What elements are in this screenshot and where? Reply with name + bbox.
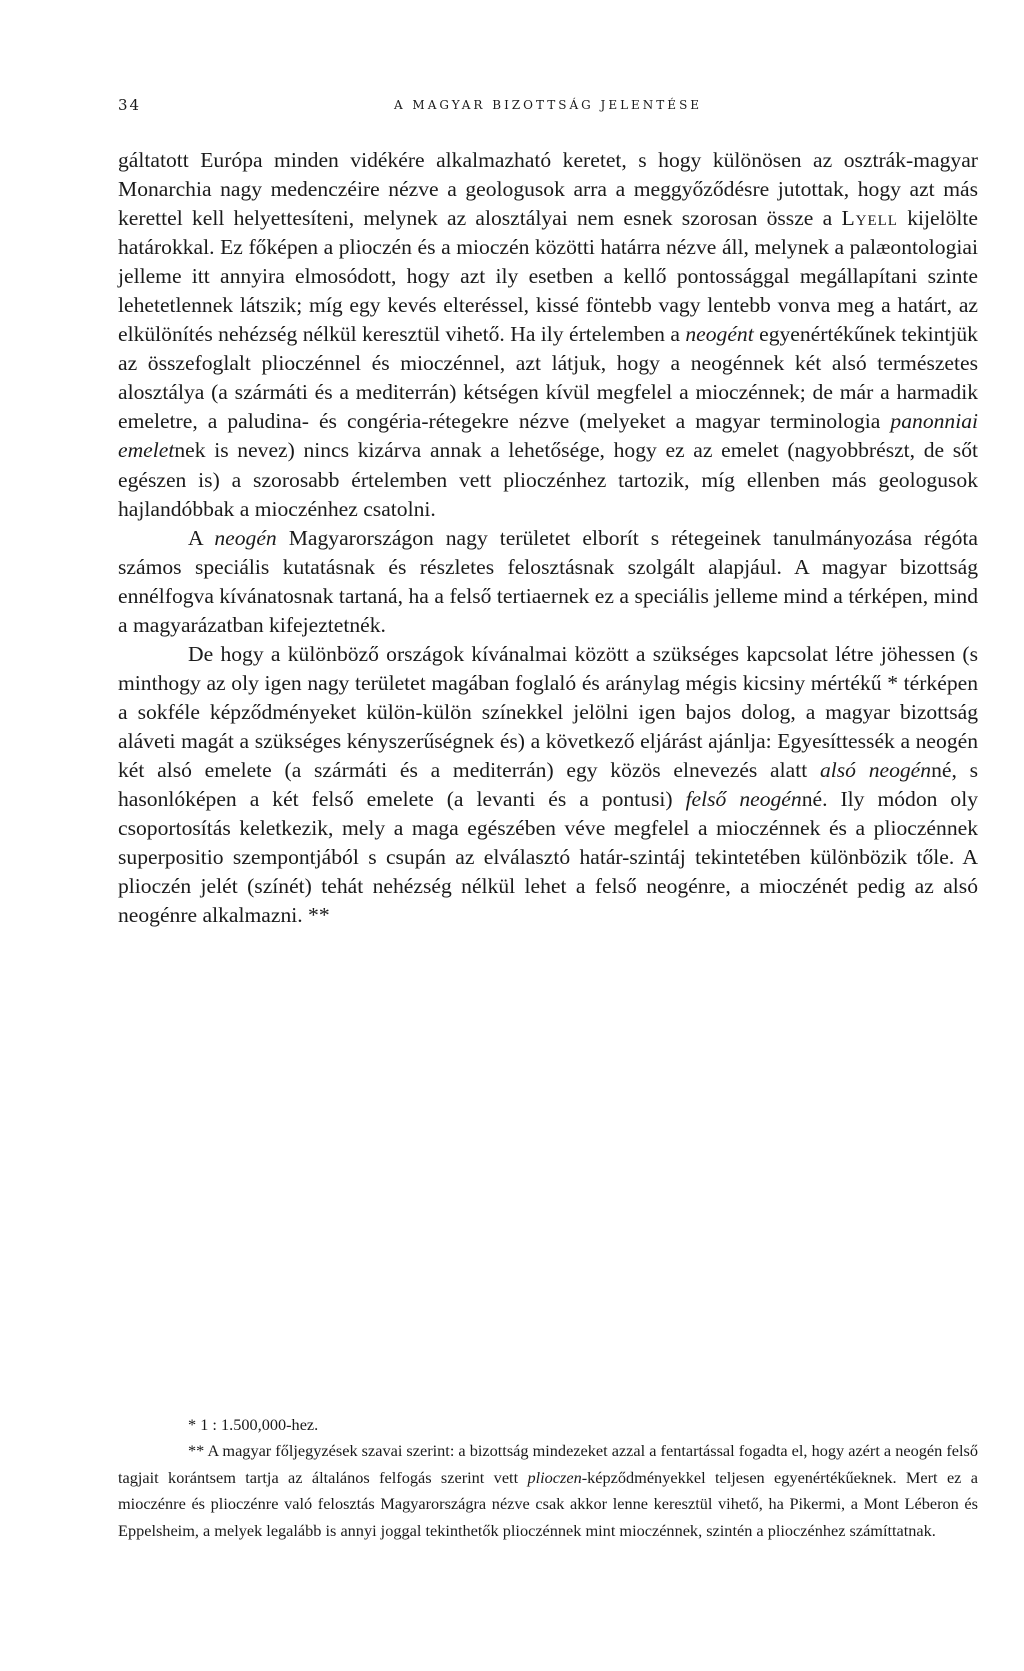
author-name-lyell: Lyell bbox=[841, 206, 898, 231]
text-run: A bbox=[188, 525, 215, 550]
text-run: kijelölte határokkal. Ez főképen a plioczén és a mioczén közötti határra nézve áll, melynek a palæontologiai jelleme itt annyira elmosódott, hogy azt ily esetben a kellő pontossággal megállapítani szinte lehetetlennek látszik; míg egy kevés elteréssel, kissé föntebb vagy lentebb vonva meg a határt, az elkülönítés nehézség nélkül keresztül vihető. Ha ily értelemben a bbox=[118, 206, 978, 347]
footnote-1: * 1 : 1.500,000-hez. bbox=[188, 1415, 319, 1434]
text-run: Magyarországon nagy területet elborít s rétegeinek tanulmányozása régóta számos speciális kutatásnak és részletes felosztásnak szolgált alapjául. A magyar bizottság ennélfogva kívánatosnak tartaná, ha a felső tertiaernek ez a speciális jelleme mind a térképen, mind a magyarázatban kifejeztetnék. bbox=[118, 525, 978, 637]
running-title: A MAGYAR BIZOTTSÁG JELENTÉSE bbox=[393, 98, 703, 112]
italic-term: alsó neogén bbox=[819, 757, 932, 782]
text-run: -képződményekkel teljesen egyenértékűeknek. Mert ez a mioczénre és plioczénre való felosztás Magyarországra nézve csak akkor lenne keresztül vihető, ha Pikermi, a Mont Léberon és Eppelsheim, a melyek legalább is annyi joggal tekinthetők plioczénnek mint mioczénnek, szintén a plioczénhez számíttatnak. bbox=[118, 1467, 978, 1540]
text-run: né, s hasonlóképen a két felső emelete (a levanti és a pontusi) bbox=[118, 757, 978, 812]
italic-term: neogént bbox=[685, 322, 754, 347]
italic-term: panonniai emelet bbox=[118, 409, 978, 463]
italic-term: plioczen bbox=[527, 1467, 582, 1487]
text-run: De hogy a különböző országok kívánalmai között a szükséges kapcsolat létre jöhessen (s minthogy az oly igen nagy területet magában foglaló és aránylag mégis kicsiny mértékű * térképen a sokféle képződményeket külön-külön színekkel jelölni igen bajos dolog, a magyar bizottság aláveti magát a szükséges kényszerűségnek és) a következő eljárást ajánlja: Egyesíttessék a neogén két alsó emelete (a szármáti és a mediterrán) egy közös elnevezés alatt bbox=[118, 641, 978, 782]
text-run: né. Ily módon oly csoportosítás keletkezik, mely a maga egészében véve megfelel a mioczénnek és a plioczénnek superpositio szempontjából s csupán az elválasztó határ-szintáj tekintetében különbözik tőle. A plioczén jelét (színét) tehát nehézség nélkül lehet a felső neogénre, a mioczénét pedig az alsó neogénre alkalmazni. ** bbox=[118, 787, 979, 928]
text-run: egyenértékűnek tekintjük az összefoglalt plioczénnel és mioczénnel, azt látjuk, hogy a neogénnek két alsó természetes alosztálya (a szármáti és a mediterrán) kétségen kívül megfelel a mioczénnek; de már a harmadik emeletre, a paludina- és congéria-rétegekre nézve (melyeket a magyar terminologia bbox=[118, 322, 978, 434]
text-run: gáltatott Európa minden vidékére alkalmazható keretet, s hogy különösen az osztrák-magyar Monarchia nagy medenczéire nézve a geologusok arra a meggyőződésre jutottak, hogy azt más kerettel kell helyettesíteni, melynek az alosztályai nem esnek szorosan össze a bbox=[118, 148, 978, 231]
paragraph-1 bbox=[118, 146, 978, 524]
document-page bbox=[118, 0, 978, 1671]
text-run: ** A magyar főljegyzések szavai szerint: a bizottság mindezeket azzal a fentartással fogadta el, hogy azért a neogén felső tagjait korántsem tartja az általános felfogás szerint vett bbox=[118, 1441, 978, 1487]
text-run: nek is nevez) nincs kizárva annak a lehetősége, hogy ez az emelet (nagyobbrészt, de sőt egészen is) a szorosabb értelemben vett plioczénhez tartozik, míg ellenben más geologusok hajlandóbbak a mioczénhez csatolni. bbox=[118, 438, 978, 521]
paragraph-2 bbox=[118, 524, 978, 640]
italic-term: felső neogén bbox=[685, 787, 802, 812]
running-header bbox=[118, 96, 978, 120]
paragraph-3 bbox=[118, 640, 978, 930]
body-text bbox=[118, 146, 978, 930]
footnotes bbox=[118, 1412, 978, 1544]
italic-term: neogén bbox=[214, 525, 277, 550]
footnote-2 bbox=[118, 1438, 978, 1544]
page-number: 34 bbox=[118, 96, 142, 114]
